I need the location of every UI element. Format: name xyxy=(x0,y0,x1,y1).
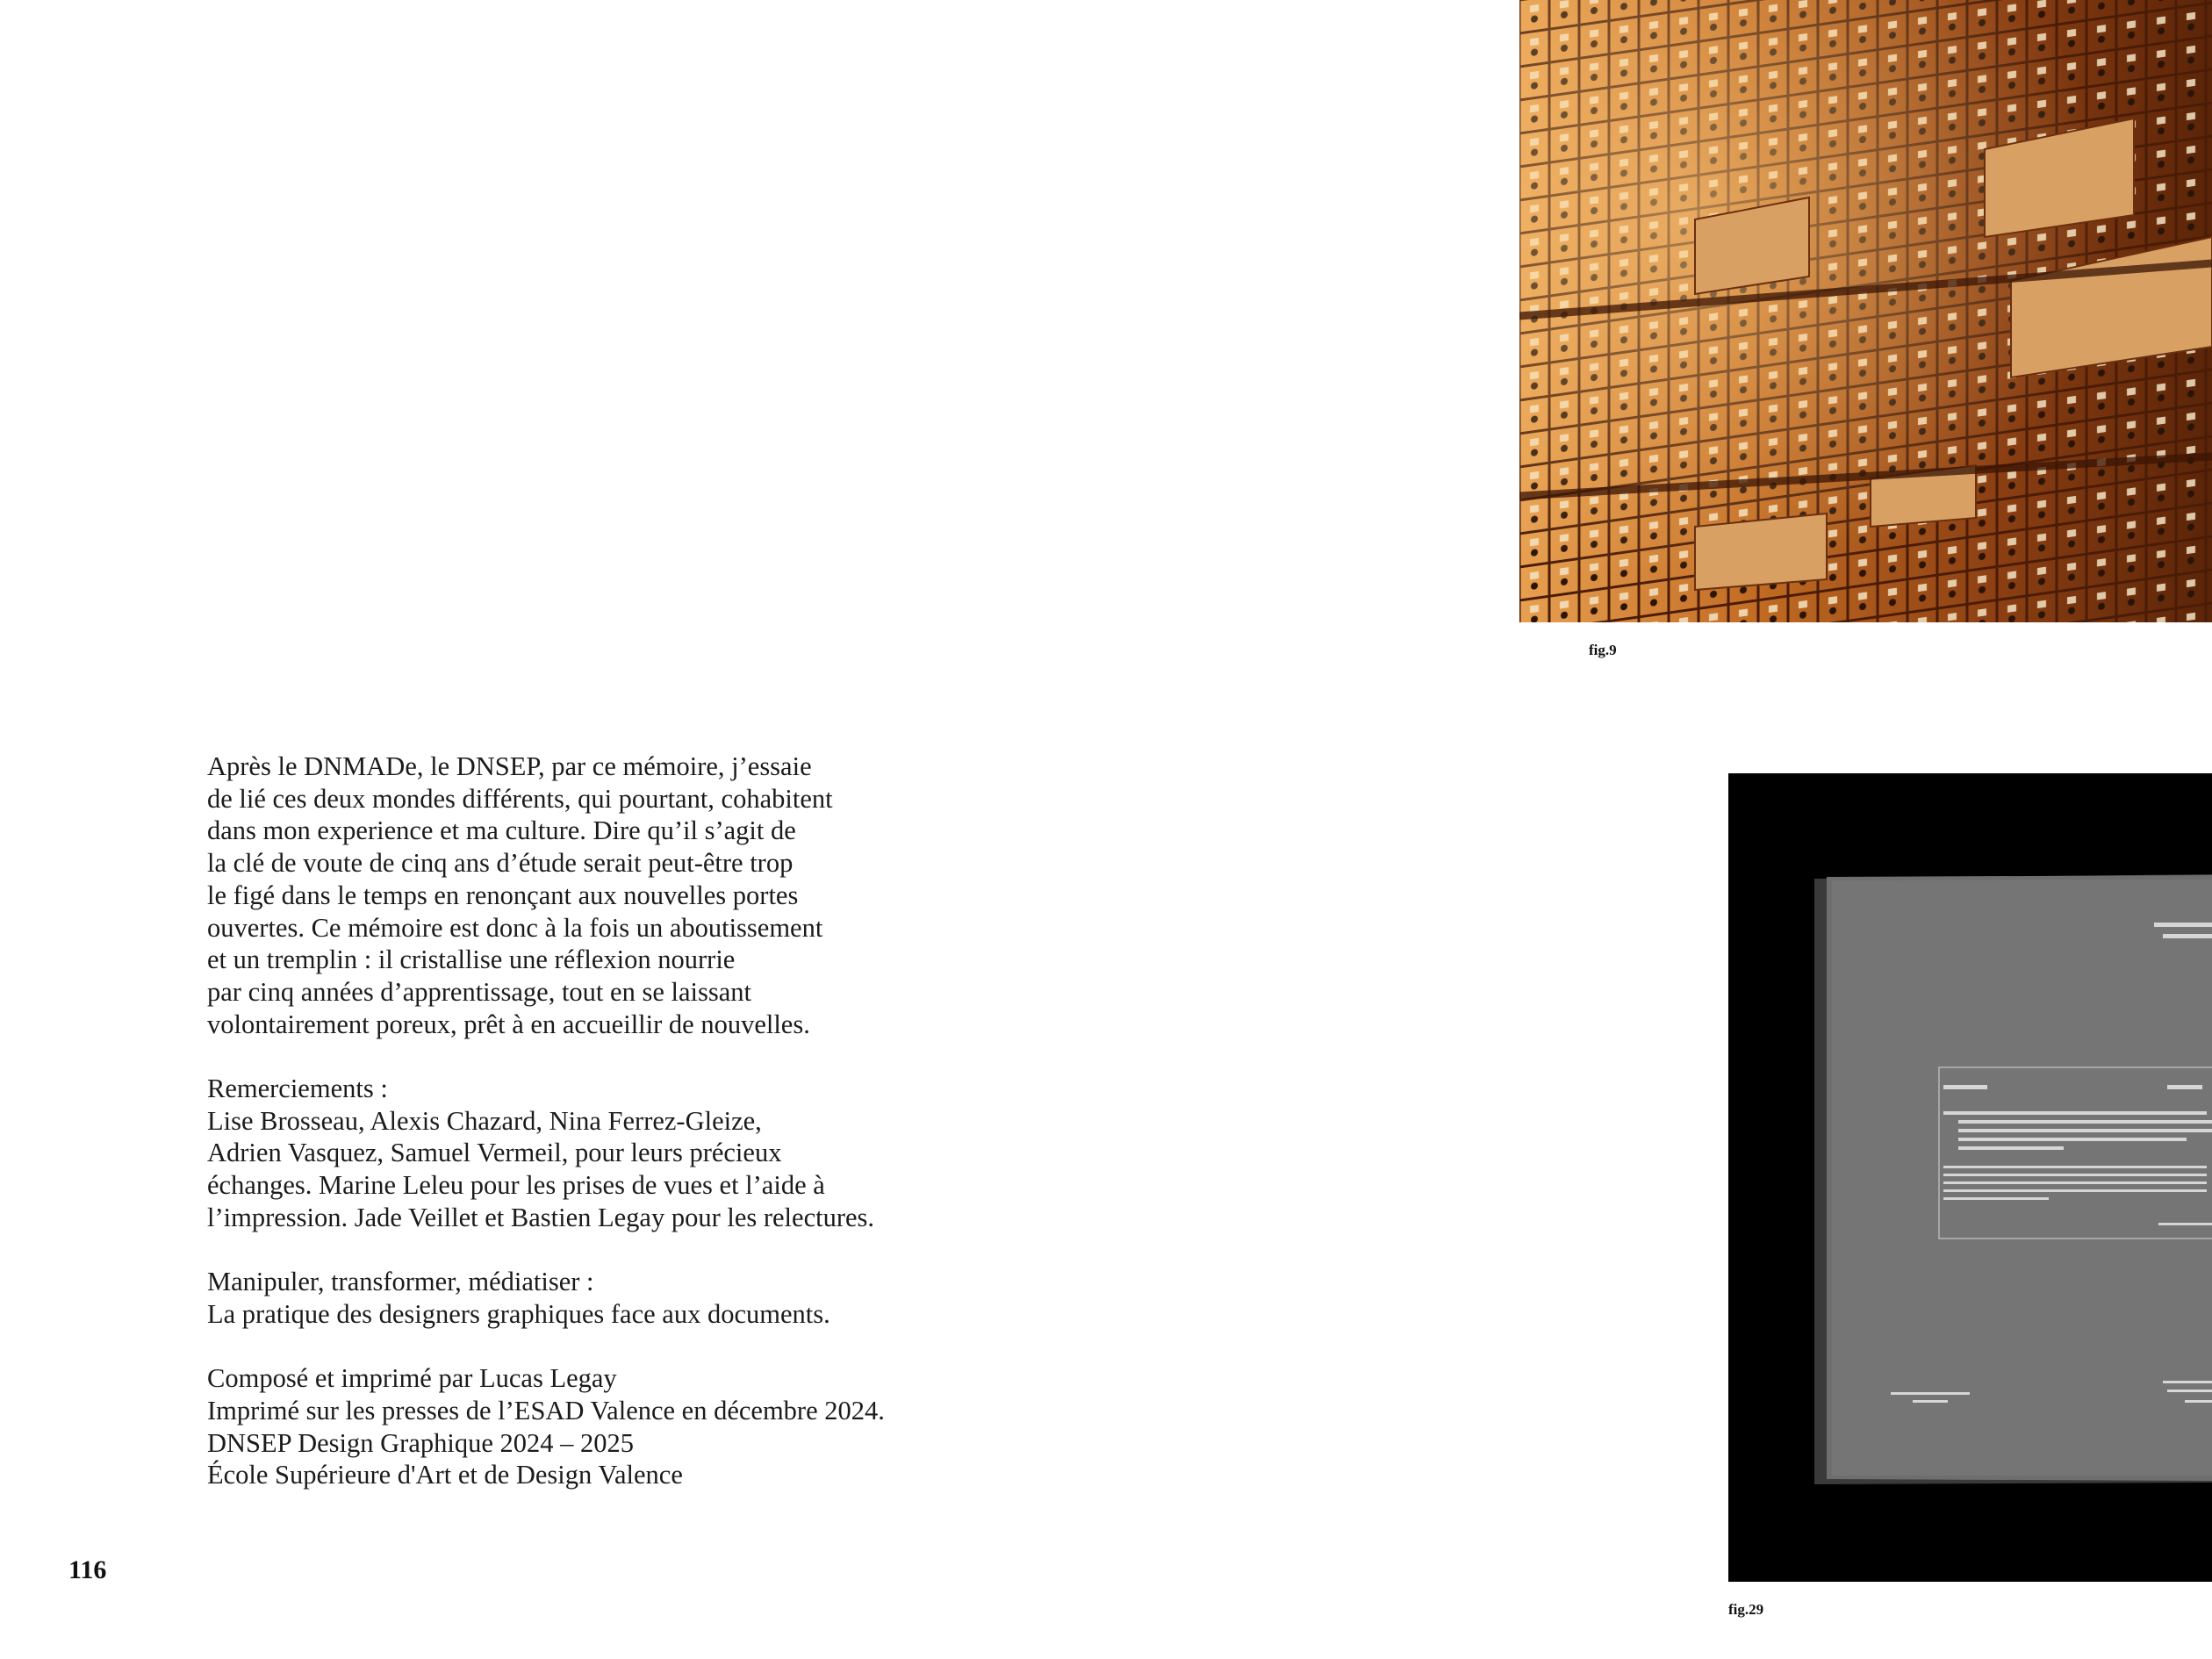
text-line: École Supérieure d'Art et de Design Valence xyxy=(207,1460,683,1490)
text-line: Après le DNMADe, le DNSEP, par ce mémoire, j’essaie xyxy=(207,751,812,781)
text-line: La pratique des designers graphiques face aux documents. xyxy=(207,1298,830,1329)
card-catalogue-drawers-photo xyxy=(1519,0,2212,622)
credits-paragraph xyxy=(207,1362,997,1491)
colophon-text xyxy=(207,750,997,1491)
text-line: DNSEP Design Graphique 2024 – 2025 xyxy=(207,1427,634,1458)
figure-29-caption: fig.29 xyxy=(1728,1601,1764,1618)
text-line: la clé de voute de cinq ans d’étude serait peut-être trop xyxy=(207,848,794,879)
text-line: de lié ces deux mondes différents, qui pourtant, cohabitent xyxy=(207,783,833,814)
text-line: et un tremplin : il cristallise une réflexion nourrie xyxy=(207,944,736,975)
figure-9-image xyxy=(1519,0,2212,622)
text-line: Remerciements : xyxy=(207,1074,388,1104)
page-number: 116 xyxy=(68,1555,107,1584)
intro-paragraph xyxy=(207,750,997,1040)
figure-9-caption: fig.9 xyxy=(1589,642,1617,658)
text-line: par cinq années d’apprentissage, tout en se laissant xyxy=(207,976,751,1007)
title-paragraph xyxy=(207,1266,997,1330)
thanks-paragraph xyxy=(207,1073,997,1234)
text-line: dans mon experience et ma culture. Dire qu’il s’agit de xyxy=(207,815,796,846)
text-line: Imprimé sur les presses de l’ESAD Valence en décembre 2024. xyxy=(207,1396,885,1426)
figure-29-image xyxy=(1728,773,2212,1582)
text-line: ouvertes. Ce mémoire est donc à la fois un aboutissement xyxy=(207,912,823,943)
text-line: Composé et imprimé par Lucas Legay xyxy=(207,1363,617,1394)
scanned-document-photo xyxy=(1728,773,2212,1582)
text-line: volontairement poreux, prêt à en accueillir de nouvelles. xyxy=(207,1009,810,1039)
text-line: Lise Brosseau, Alexis Chazard, Nina Ferrez-Gleize, xyxy=(207,1105,762,1136)
text-line: l’impression. Jade Veillet et Bastien Legay pour les relectures. xyxy=(207,1202,875,1232)
text-line: échanges. Marine Leleu pour les prises de vues et l’aide à xyxy=(207,1170,825,1201)
text-line: Manipuler, transformer, médiatiser : xyxy=(207,1267,594,1297)
text-line: Adrien Vasquez, Samuel Vermeil, pour leurs précieux xyxy=(207,1138,782,1168)
text-line: le figé dans le temps en renonçant aux nouvelles portes xyxy=(207,880,799,910)
